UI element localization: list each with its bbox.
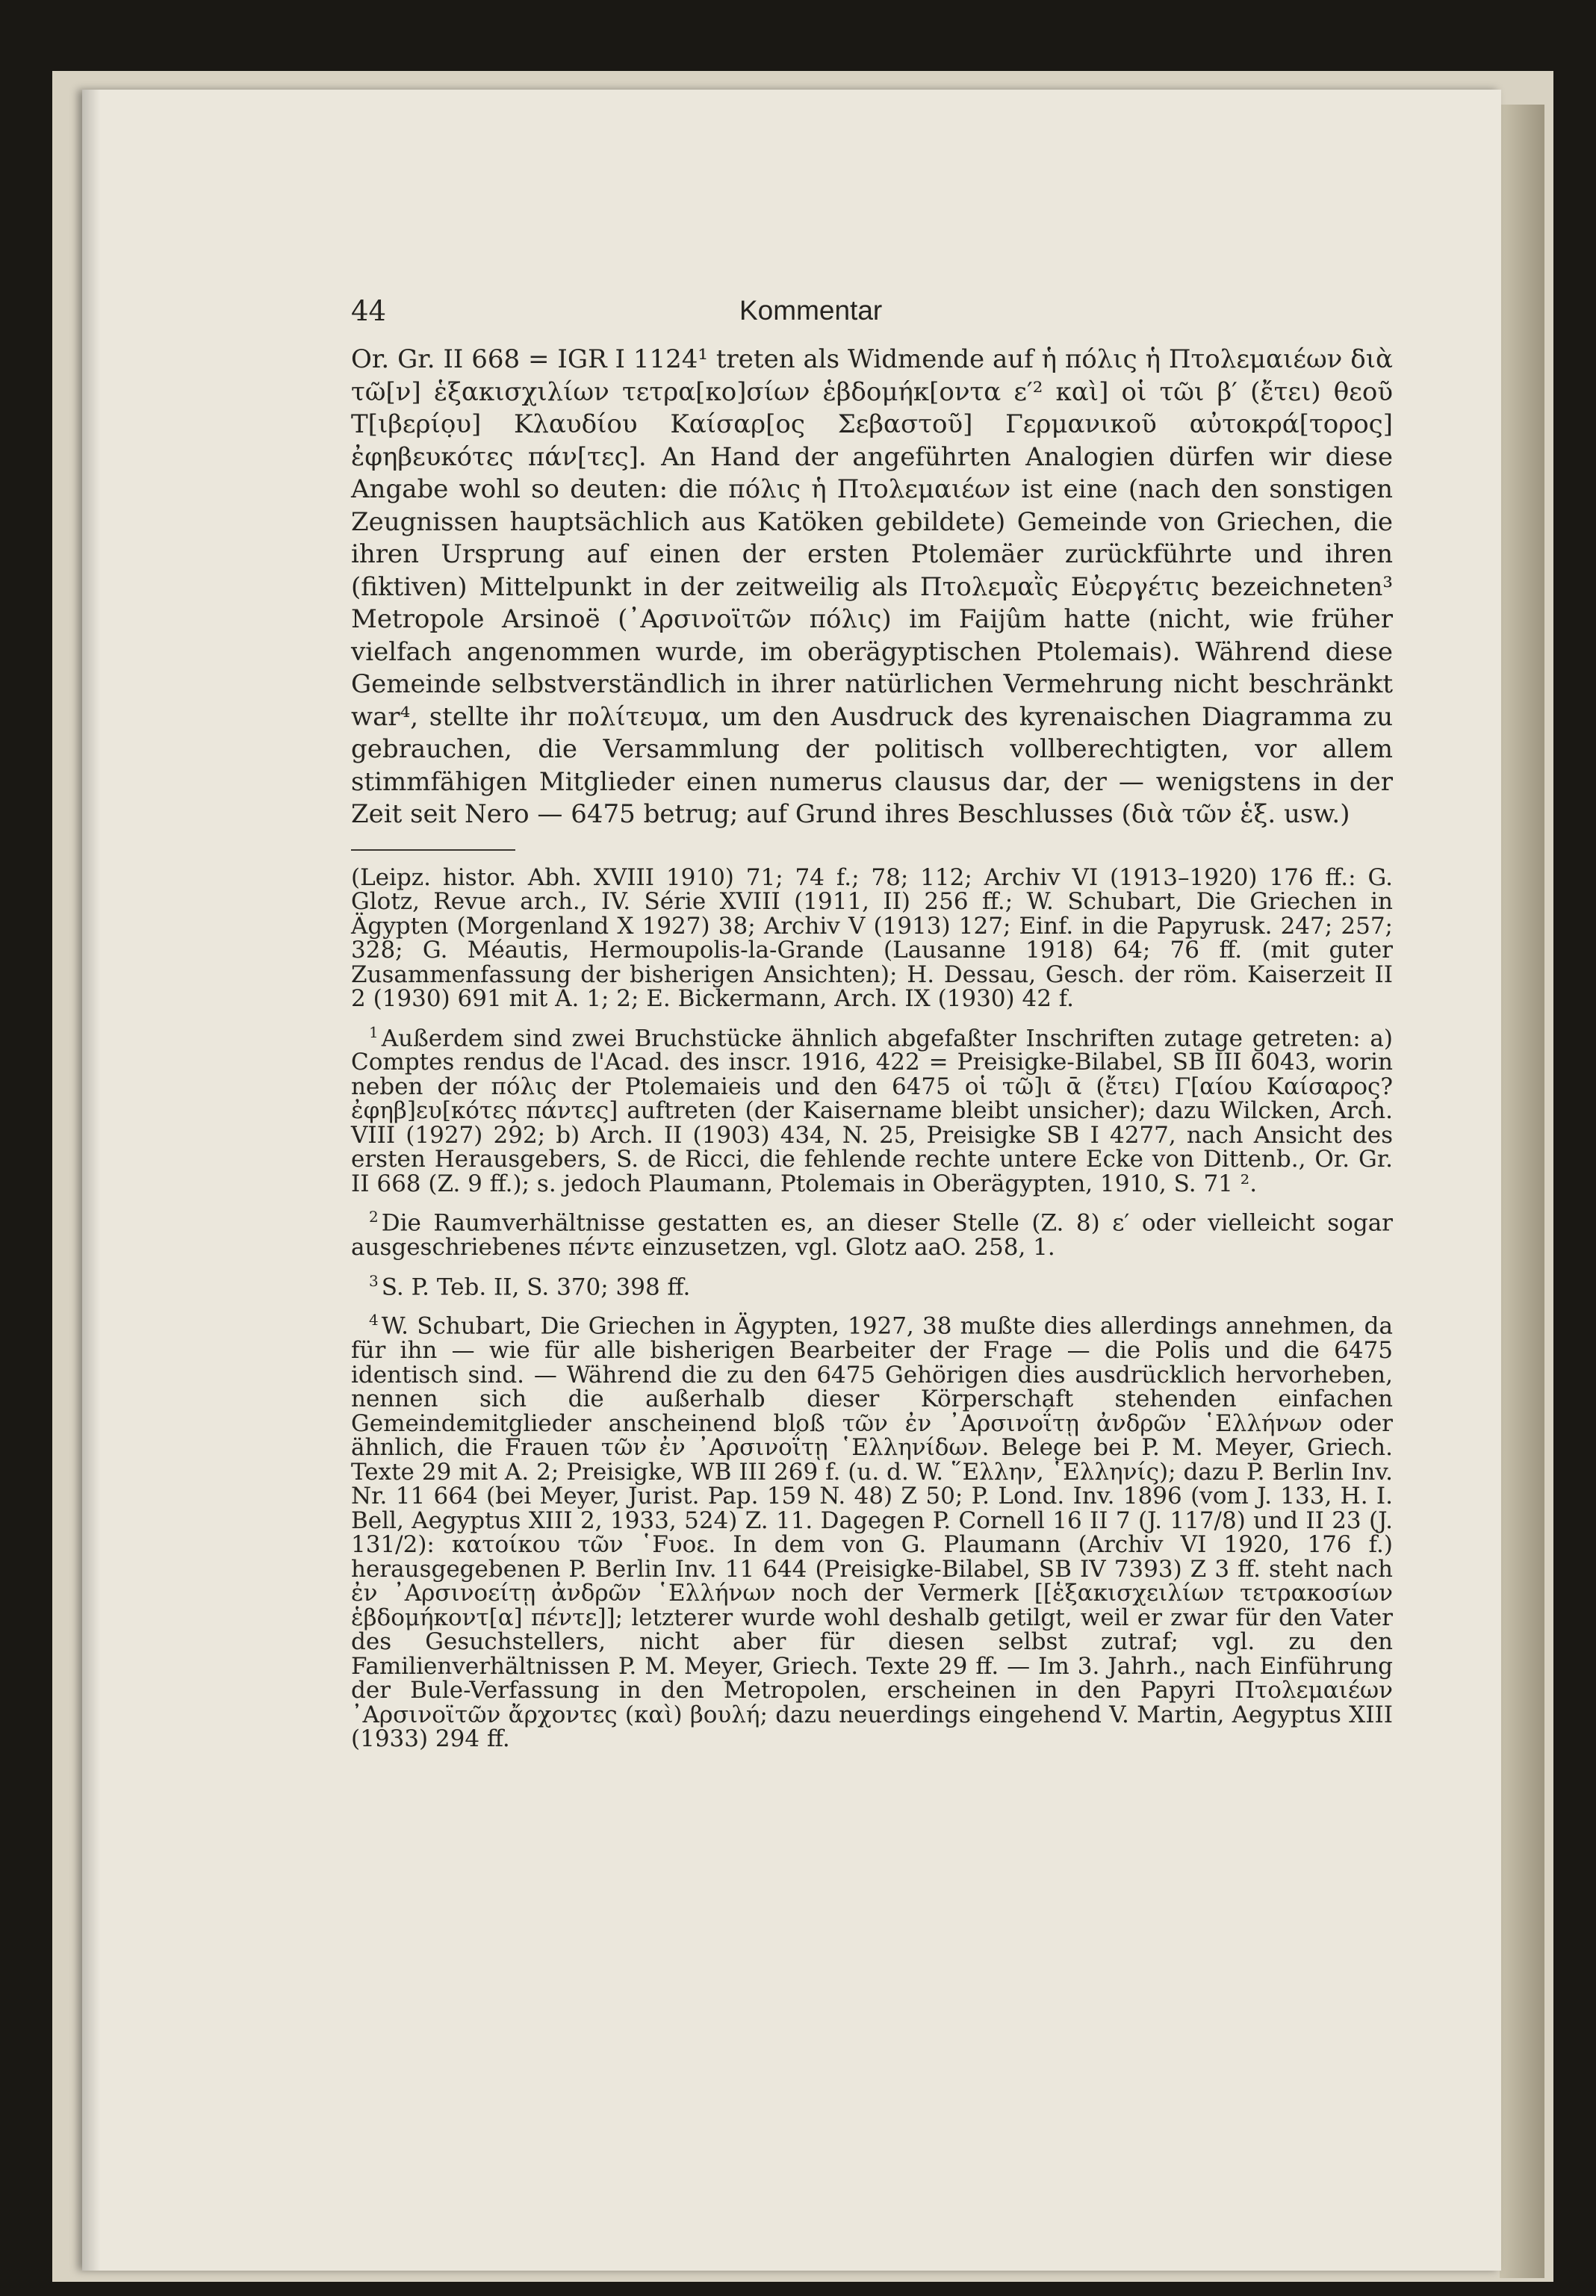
footnote-continuation: (Leipz. histor. Abh. XVIII 1910) 71; 74 f.; 78; 112; Archiv VI (1913–1920) 176 ff.: G. Glotz, Revue arch., IV. Série XVIII (1911, II) 256 ff.; W. Schubart, Die Griechen in Ägypten (Morgenland X 1927) 38; Archiv V (1913) 127; Einf. in die Papyrusk. 247; 257; 328; G. Méautis, Hermoupolis-la-Grande (Lausanne 1918) 64; 76 ff. (mit guter Zusammenfassung der bisherigen Ansichten); H. Dessau, Gesch. der röm. Kaiserzeit II 2 (1930) 691 mit A. 1; 2; E. Bickermann, Arch. IX (1930) 42 f. [351,863,1393,1012]
footnote-1 [351,1020,1393,1197]
footnote-marker: 4 [369,1311,379,1329]
footnote-marker: 1 [369,1023,379,1041]
footnote-marker: 2 [369,1208,379,1226]
footnote-2 [351,1205,1393,1262]
running-title: Kommentar [739,295,883,326]
body-paragraph: Or. Gr. II 668 = IGR I 1124¹ treten als Widmende auf ἡ πόλις ἡ Πτολεμαιέων διὰ τῶ[ν] ἑξακισχιλίων τετρα[κο]σίων ἑβδομήκ[οντα ε′² καὶ] οἱ τῶι β′ (ἔτει) θεοῦ Τ[ιβερίο̣υ] Κλαυδίου Καίσαρ[ος Σεβαστοῦ] Γερμανικοῦ αὐτοκρά[τορος] ἐφηβευκότες πάν[τες]. An Hand der angeführten Analogien dürfen wir diese Angabe wohl so deuten: die πόλις ἡ Πτολεμαιέων ist eine (nach den sonstigen Zeugnissen hauptsächlich aus Katöken gebildete) Gemeinde von Griechen, die ihren Ursprung auf einen der ersten Ptolemäer zurückführte und ihren (fiktiven) Mittelpunkt in der zeitweilig als Πτολεμαῒς Εὐεργέτις bezeichneten³ Metropole Arsinoë (᾿Αρσινοϊτῶν πόλις) im Faijûm hatte (nicht, wie früher vielfach angenommen wurde, im oberägyptischen Ptolemais). Während diese Gemeinde selbstverständlich in ihrer natürlichen Vermehrung nicht beschränkt war⁴, stellte ihr πολίτευμα, um den Ausdruck des kyrenaischen Diagramma zu gebrauchen, die Versammlung der politisch vollberechtigten, vor allem stimmfähigen Mitglieder einen numerus clausus dar, der — wenigstens in der Zeit seit Nero — 6475 betrug; auf Grund ihres Beschlusses (διὰ τῶν ἑξ. usw.) [351,344,1393,829]
footnote-text: S. P. Teb. II, S. 370; 398 ff. [381,1273,691,1300]
footnote-marker: 3 [369,1271,379,1290]
page-header [351,295,1397,340]
page-content [351,344,1393,1760]
footnote-4 [351,1308,1393,1751]
footnote-separator [351,849,515,851]
footnote-3 [351,1269,1393,1300]
page-number: 44 [351,295,387,327]
footnote-text: Außerdem sind zwei Bruchstücke ähnlich abgefaßter Inschriften zutage getreten: a) Comptes rendus de l'Acad. des inscr. 1916, 422 = Preisigke-Bilabel, SB III 6043, worin neben der πόλις der Ptolemaieis und den 6475 οἱ τῶ]ι ᾱ (ἔτει) Γ[αίου Καίσαρος? ἐφηβ]ευ[κότες πάντες] auftreten (der Kaisername bleibt unsicher); dazu Wilcken, Arch. VIII (1927) 292; b) Arch. II (1903) 434, N. 25, Preisigke SB I 4277, nach Ansicht des ersten Herausgebers, S. de Ricci, die fehlende rechte untere Ecke von Dittenb., Or. Gr. II 668 (Z. 9 ff.); s. jedoch Plaumann, Ptolemais in Oberägypten, 1910, S. 71 ². [351,1024,1393,1197]
book-page-edge [1500,105,1544,2278]
footnote-text: Die Raumverhältnisse gestatten es, an dieser Stelle (Z. 8) ε′ oder vielleicht sogar ausgeschriebenes πέντε einzusetzen, vgl. Glotz aaO. 258, 1. [351,1209,1393,1262]
footnotes [351,863,1393,1753]
footnote-text: W. Schubart, Die Griechen in Ägypten, 1927, 38 mußte dies allerdings annehmen, da für ihn — wie für alle bisherigen Bearbeiter der Frage — die Polis und die 6475 identisch sind. — Während die zu den 6475 Gehörigen dies ausdrücklich hervorheben, nennen sich die außerhalb dieser Körperschaft stehenden einfachen Gemeindemitglieder anscheinend bloß τῶν ἐν ᾿Αρσινοΐτῃ ἀνδρῶν ῾Ελλήνων oder ähnlich, die Frauen τῶν ἐν ᾿Αρσινοΐτῃ ῾Ελληνίδων. Belege bei P. M. Meyer, Griech. Texte 29 mit A. 2; Preisigke, WB III 269 f. (u. d. W. ῞Ελλην, ῾Ελληνίς); dazu P. Berlin Inv. Nr. 11 664 (bei Meyer, Jurist. Pap. 159 N. 48) Z 50; P. Lond. Inv. 1896 (vom J. 133, H. I. Bell, Aegyptus XIII 2, 1933, 524) Z. 11. Dagegen P. Cornell 16 II 7 (J. 117/8) und II 23 (J. 131/2): κατοίκου τῶν ῾Fυοε. In dem von G. Plaumann (Archiv VI 1920, 176 f.) herausgegebenen P. Berlin Inv. 11 644 (Preisigke-Bilabel, SB IV 7393) Z 3 ff. steht nach ἐν ᾿Αρσινοείτῃ ἀνδρῶν ῾Ελλήνων noch der Vermerk [[ἑξακισχειλίων τετρακοσίων ἑβδομήκοντ[α] πέντε]]; letzterer wurde wohl deshalb getilgt, weil er zwar für den Vater des Gesuchstellers, nicht aber für diesen selbst zutraf; vgl. zu den Familienverhältnissen P. M. Meyer, Griech. Texte 29 ff. — Im 3. Jahrh., nach Einführung der Bule-Verfassung in den Metropolen, erscheinen in den Papyri Πτολεμαιέων ᾿Αρσινοϊτῶν ἄρχοντες (καὶ) βουλή; dazu neuerdings eingehend V. Martin, Aegyptus XIII (1933) 294 ff. [351,1312,1393,1753]
page-gutter-shadow [82,90,100,2271]
